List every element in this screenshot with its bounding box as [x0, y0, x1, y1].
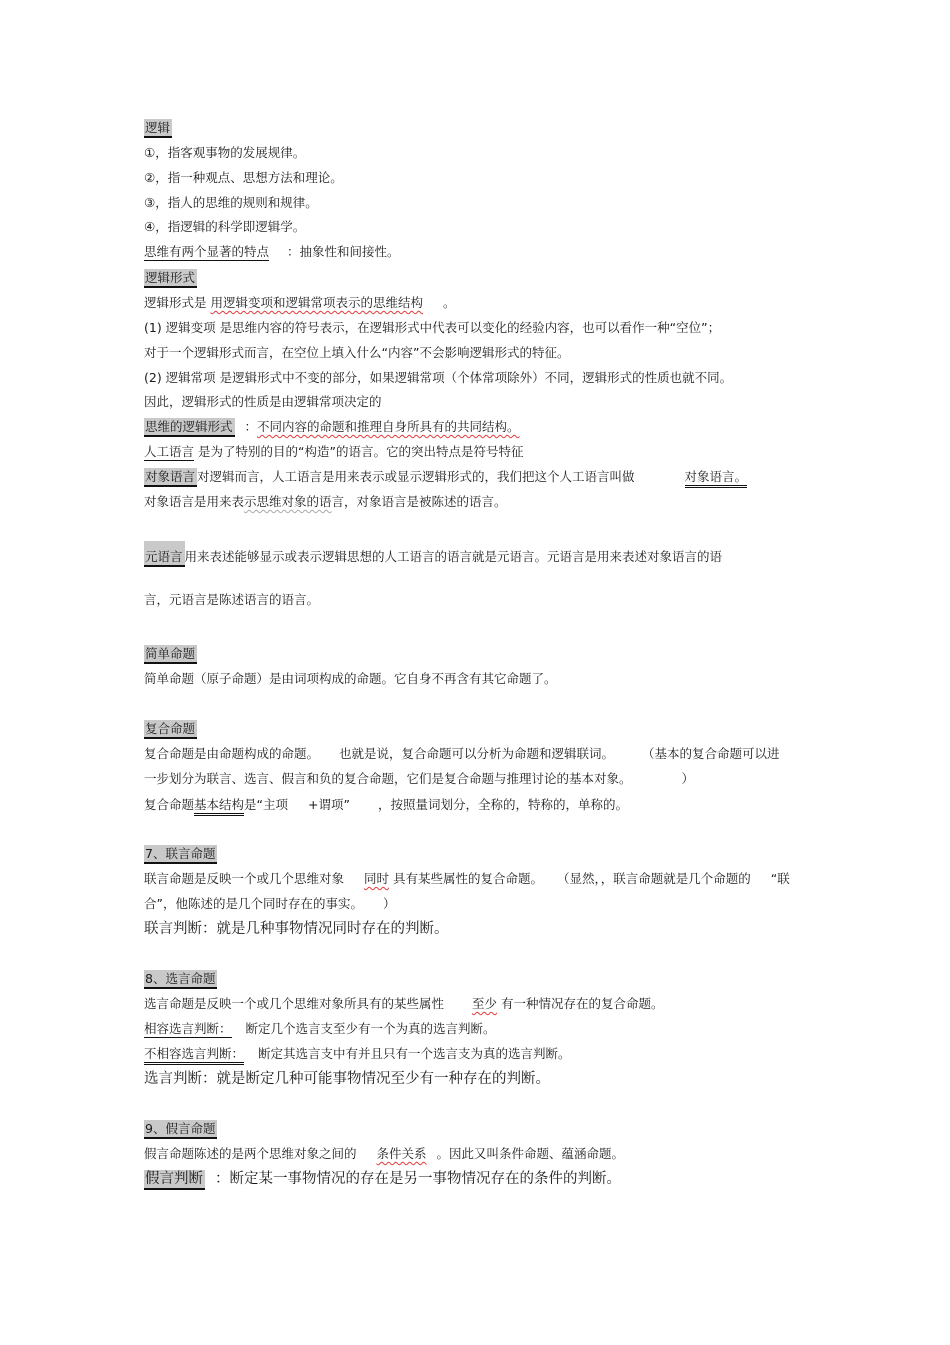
- paragraph: (2) 逻辑常项 是逻辑形式中不变的部分，如果逻辑常项（个体常项除外）不同，逻辑形式的性质也就不同。: [144, 370, 733, 385]
- paragraph: 联言命题是反映一个或几个思维对象 同时 具有某些属性的复合命题。 （显然，，联言命题就是几个命题的 “联: [144, 871, 790, 886]
- heading-compound-proposition: 复合命题: [144, 720, 197, 738]
- feature-line: 思维有两个显著的特点 ：抽象性和间接性。: [144, 244, 400, 259]
- heading-logical-form: 逻辑形式: [144, 269, 197, 287]
- list-item: ②，指一种观点、思想方法和理论。: [144, 170, 343, 185]
- thinking-logical-form: 思维的逻辑形式 ：不同内容的命题和推理自身所具有的共同结构。: [144, 418, 520, 436]
- conjunctive-judgment: 联言判断：就是几种事物情况同时存在的判断。: [144, 921, 449, 937]
- object-language-line: 对象语言 对逻辑而言，人工语言是用来表示或显示逻辑形式的，我们把这个人工语言叫做 对象语言。: [144, 468, 747, 486]
- feature-term: 思维有两个显著的特点: [144, 244, 270, 259]
- meta-language-line: 元语言 用来表述能够显示或表示逻辑思想的人工语言的语言就是元语言。元语言是用来表述对象语言的语: [144, 548, 722, 566]
- definition-term: 用逻辑变项和逻辑常项表示的思维结构: [210, 295, 424, 310]
- list-item: ③，指人的思维的规则和规律。: [144, 195, 318, 210]
- paragraph: (1) 逻辑变项 是思维内容的符号表示，在逻辑形式中代表可以变化的经验内容，也可以看作一种“空位”；: [144, 320, 721, 335]
- incompatible-disjunctive-line: 不相容选言判断： 断定其选言支中有并且只有一个选言支为真的选言判断。: [144, 1045, 571, 1063]
- paragraph: 一步划分为联言、选言、假言和负的复合命题，它们是复合命题与推理讨论的基本对象。 ）: [144, 771, 695, 786]
- heading-conjunctive-proposition: 7、联言命题: [144, 845, 217, 863]
- paragraph: 复合命题是由命题构成的命题。 也就是说，复合命题可以分析为命题和逻辑联词。 （基本的复合命题可以进: [144, 746, 780, 761]
- paragraph: 假言命题陈述的是两个思维对象之间的 条件关系 。因此又叫条件命题、蕴涵命题。: [144, 1146, 625, 1161]
- hypothetical-judgment: 假言判断 ：断定某一事物情况的存在是另一事物情况存在的条件的判断。: [144, 1170, 621, 1188]
- disjunctive-judgment: 选言判断：就是断定几种可能事物情况至少有一种存在的判断。: [144, 1071, 550, 1087]
- list-item: ④，指逻辑的科学即逻辑学。: [144, 219, 306, 234]
- logical-form-definition: 逻辑形式是 用逻辑变项和逻辑常项表示的思维结构 。: [144, 295, 456, 310]
- paragraph: 因此，逻辑形式的性质是由逻辑常项决定的: [144, 394, 382, 409]
- paragraph: 合”，他陈述的是几个同时存在的事实。 ）: [144, 896, 396, 911]
- heading-logic: 逻辑: [144, 119, 172, 137]
- heading-hypothetical-proposition: 9、假言命题: [144, 1120, 217, 1138]
- basic-structure-line: 复合命题基本结构是“主项 +谓项” ，按照量词划分，全称的，特称的，单称的。: [144, 796, 628, 814]
- artificial-language-line: 人工语言 是为了特别的目的“构造”的语言。它的突出特点是符号特征: [144, 444, 524, 459]
- heading-disjunctive-proposition: 8、选言命题: [144, 970, 217, 988]
- meta-language-line-2: 言，元语言是陈述语言的语言。: [144, 592, 320, 607]
- heading-simple-proposition: 简单命题: [144, 645, 197, 663]
- list-item: ①，指客观事物的发展规律。: [144, 145, 306, 160]
- object-language-line-2: 对象语言是用来表示思维对象的语言，对象语言是被陈述的语言。: [144, 494, 507, 509]
- paragraph: 选言命题是反映一个或几个思维对象所具有的某些属性 至少 有一种情况存在的复合命题。: [144, 996, 664, 1011]
- paragraph: 简单命题（原子命题）是由词项构成的命题。它自身不再含有其它命题了。: [144, 671, 557, 686]
- artificial-language-term: 人工语言: [144, 444, 195, 459]
- paragraph: 对于一个逻辑形式而言，在空位上填入什么“内容”不会影响逻辑形式的特征。: [144, 345, 570, 360]
- compatible-disjunctive-line: 相容选言判断： 断定几个选言支至少有一个为真的选言判断。: [144, 1021, 496, 1036]
